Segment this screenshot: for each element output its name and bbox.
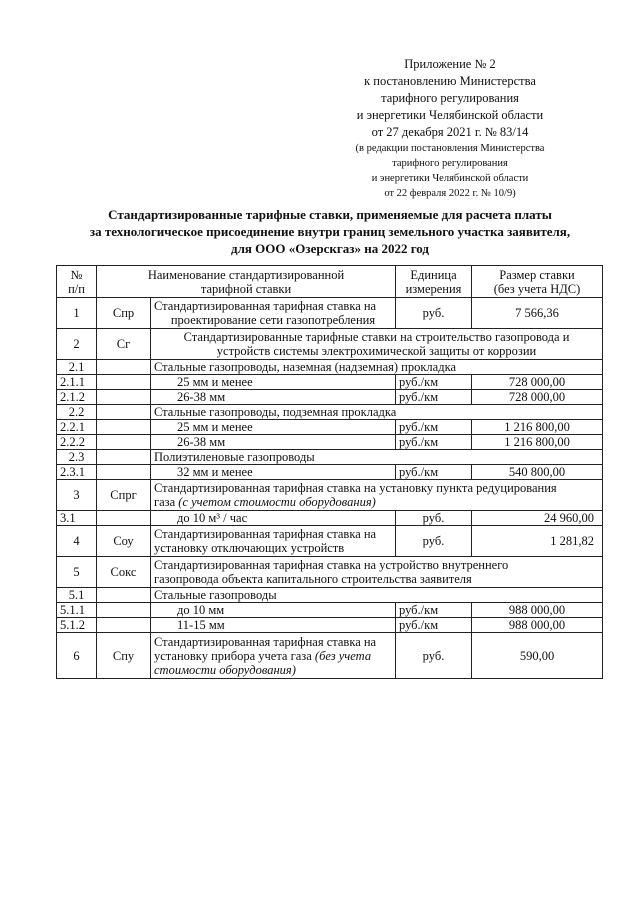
row-number: 3.1 [57, 511, 97, 526]
row-code [97, 420, 151, 435]
row-value: 1 281,82 [472, 526, 603, 557]
title-line: Стандартизированные тарифные ставки, применяемые для расчета платы [108, 207, 552, 222]
row-name: 26-38 мм [151, 390, 396, 405]
row-name: 11-15 мм [151, 618, 396, 633]
row-code [97, 360, 151, 375]
row-code [97, 405, 151, 420]
table-row [57, 588, 603, 603]
row-unit: руб./км [396, 465, 472, 480]
row-number: 2.1 [57, 360, 97, 375]
row-unit: руб./км [396, 435, 472, 450]
row-value: 1 216 800,00 [472, 420, 603, 435]
row-number: 5.1.1 [57, 603, 97, 618]
table-row [57, 375, 603, 390]
table-row [57, 480, 603, 511]
row-code [97, 465, 151, 480]
row-unit: руб. [396, 526, 472, 557]
row-number: 2.3.1 [57, 465, 97, 480]
row-number: 6 [57, 633, 97, 679]
row-name: Стандартизированные тарифные ставки на строительство газопровода и устройств системы электрохимической защиты от коррозии [151, 329, 603, 360]
row-code: Соу [97, 526, 151, 557]
row-code [97, 375, 151, 390]
row-code [97, 450, 151, 465]
row-value: 988 000,00 [472, 618, 603, 633]
table-row [57, 511, 603, 526]
appendix-line: и энергетики Челябинской области [356, 108, 544, 122]
row-name: Стандартизированная тарифная ставка на установку прибора учета газа (без учета стоимости оборудования) [151, 633, 396, 679]
row-number: 5.1 [57, 588, 97, 603]
row-code [97, 435, 151, 450]
row-name: Стальные газопроводы, подземная прокладка [151, 405, 603, 420]
row-number: 2.1.2 [57, 390, 97, 405]
edition-note: и энергетики Челябинской области [371, 173, 529, 184]
row-number: 2.3 [57, 450, 97, 465]
row-unit: руб. [396, 298, 472, 329]
row-name: до 10 мм [151, 603, 396, 618]
row-name: 25 мм и менее [151, 420, 396, 435]
row-value: 590,00 [472, 633, 603, 679]
row-number: 5 [57, 557, 97, 588]
row-value: 728 000,00 [472, 390, 603, 405]
row-name: 26-38 мм [151, 435, 396, 450]
row-code [97, 588, 151, 603]
appendix-line: тарифного регулирования [381, 91, 519, 105]
title-line: за технологическое присоединение внутри границ земельного участка заявителя, [89, 224, 571, 239]
table-row [57, 390, 603, 405]
document-title [60, 206, 600, 257]
row-number: 2.2.1 [57, 420, 97, 435]
row-unit: руб./км [396, 603, 472, 618]
edition-note: от 22 февраля 2022 г. № 10/9) [384, 188, 516, 199]
table-row [57, 618, 603, 633]
row-code [97, 618, 151, 633]
row-name: Стальные газопроводы [151, 588, 603, 603]
row-unit: руб./км [396, 618, 472, 633]
row-number: 2.2 [57, 405, 97, 420]
appendix-title: Приложение № 2 [404, 57, 496, 71]
edition-note: (в редакции постановления Министерства [355, 143, 545, 154]
table-row [57, 360, 603, 375]
table-row [57, 557, 603, 588]
table-row [57, 329, 603, 360]
table-row [57, 603, 603, 618]
row-number: 5.1.2 [57, 618, 97, 633]
row-code: Спрг [97, 480, 151, 511]
table-row [57, 450, 603, 465]
row-number: 2 [57, 329, 97, 360]
row-code: Сокс [97, 557, 151, 588]
table-row [57, 526, 603, 557]
row-code: Сг [97, 329, 151, 360]
table-row [57, 465, 603, 480]
table-row [57, 633, 603, 679]
row-number: 2.2.2 [57, 435, 97, 450]
row-name: Полиэтиленовые газопроводы [151, 450, 603, 465]
header-name: Наименование стандартизированной тарифной ставки [97, 266, 396, 298]
row-unit: руб. [396, 633, 472, 679]
row-name: Стандартизированная тарифная ставка на проектирование сети газопотребления [151, 298, 396, 329]
row-name: до 10 м³ / час [151, 511, 396, 526]
row-number: 1 [57, 298, 97, 329]
appendix-date: от 27 декабря 2021 г. № 83/14 [371, 125, 529, 139]
row-value: 540 800,00 [472, 465, 603, 480]
row-name: Стальные газопроводы, наземная (надземная) прокладка [151, 360, 603, 375]
table-header [57, 266, 603, 298]
header-unit: Единица измерения [396, 266, 472, 298]
table-row [57, 405, 603, 420]
row-code [97, 390, 151, 405]
appendix-block [300, 56, 600, 201]
edition-note: тарифного регулирования [392, 158, 508, 169]
row-value: 24 960,00 [472, 511, 603, 526]
row-unit: руб./км [396, 390, 472, 405]
row-code [97, 511, 151, 526]
row-name: 25 мм и менее [151, 375, 396, 390]
appendix-line: к постановлению Министерства [364, 74, 536, 88]
row-value: 728 000,00 [472, 375, 603, 390]
row-number: 4 [57, 526, 97, 557]
row-number: 2.1.1 [57, 375, 97, 390]
tariff-table [56, 265, 603, 679]
row-name: Стандартизированная тарифная ставка на установку отключающих устройств [151, 526, 396, 557]
row-unit: руб./км [396, 420, 472, 435]
row-code: Спр [97, 298, 151, 329]
row-name: Стандартизированная тарифная ставка на установку пункта редуцирования газа (с учетом стоимости оборудования) [151, 480, 603, 511]
row-value: 7 566,36 [472, 298, 603, 329]
row-code [97, 603, 151, 618]
row-value: 1 216 800,00 [472, 435, 603, 450]
row-unit: руб. [396, 511, 472, 526]
row-name: Стандартизированная тарифная ставка на устройство внутреннего газопровода объекта капитального строительства заявителя [151, 557, 603, 588]
row-number: 3 [57, 480, 97, 511]
row-value: 988 000,00 [472, 603, 603, 618]
row-code: Спу [97, 633, 151, 679]
row-unit: руб./км [396, 375, 472, 390]
title-line: для ООО «Озерскгаз» на 2022 год [231, 241, 429, 256]
table-row [57, 298, 603, 329]
header-rate: Размер ставки (без учета НДС) [472, 266, 603, 298]
table-row [57, 435, 603, 450]
table-row [57, 420, 603, 435]
row-name: 32 мм и менее [151, 465, 396, 480]
header-number: № п/п [57, 266, 97, 298]
